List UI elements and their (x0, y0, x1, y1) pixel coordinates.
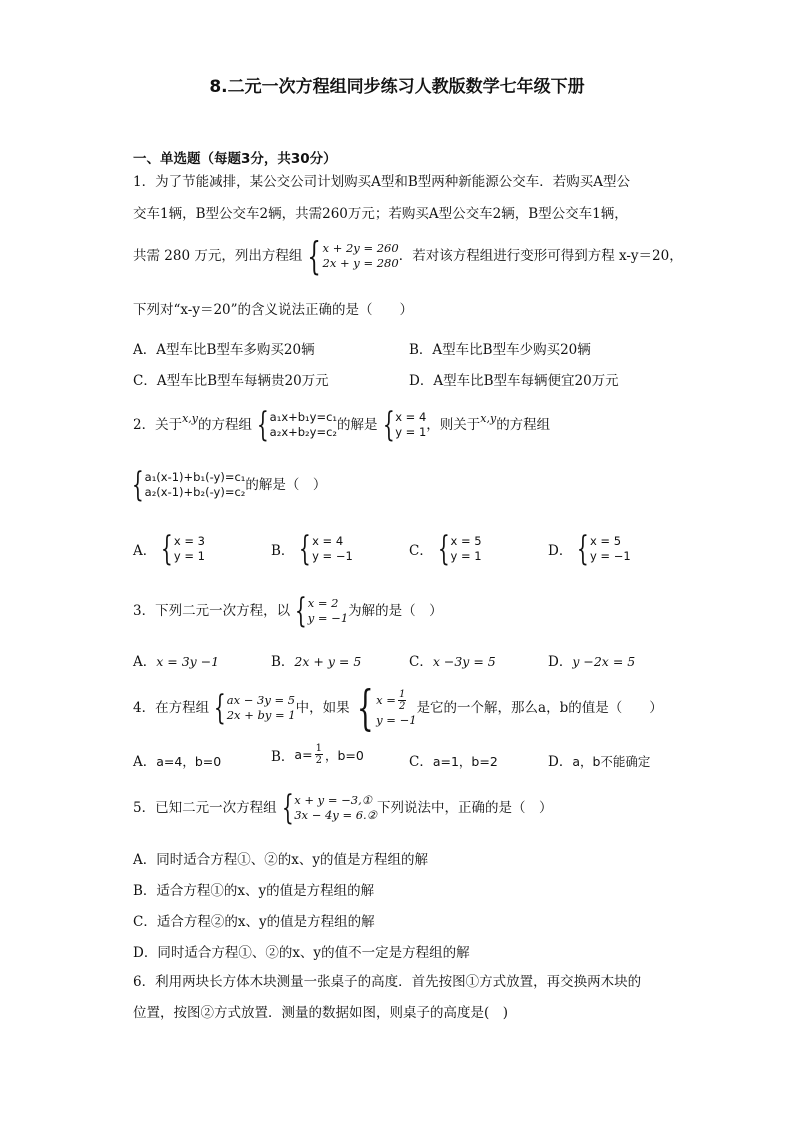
q5-line (133, 788, 553, 828)
q2-line1 (133, 405, 551, 445)
q1-option-d[interactable]: D．A型车比B型车每辆便宜20万元 (409, 373, 619, 389)
q1-line1: 1．为了节能减排，某公交公司计划购买A型和B型两种新能源公交车．若购买A型公 (133, 174, 631, 190)
q3-option-a[interactable]: A．x = 3y −1 (133, 654, 220, 670)
q2-mid1: 的方程组 (198, 417, 253, 433)
q2-sys1-row2: a₂x+b₂y=c₂ (269, 425, 338, 439)
q4-eq1: ax − 3y = 5 (226, 693, 296, 707)
q2-option-b[interactable]: B． { x = 4 y = −1 (271, 529, 353, 569)
q1-option-a[interactable]: A．A型车比B型车多购买20辆 (133, 342, 315, 358)
q1-equation-system: { x + 2y = 260 2x + y = 280 (307, 234, 399, 278)
q5-option-a[interactable]: A．同时适合方程①、②的x、y的值是方程组的解 (133, 852, 428, 868)
q4-pre: 4．在方程组 (133, 700, 210, 716)
q4-line (133, 680, 663, 736)
section-heading: 一、单选题（每题3分，共30分） (133, 151, 337, 167)
q2-mid3: ，则关于 (426, 417, 481, 433)
q4-option-c[interactable]: C．a=1，b=2 (409, 754, 498, 770)
q4-solution: { x = $\frac{1}{2}$ y = −1 (356, 680, 417, 736)
q2-system1: { a₁x+b₁y=c₁ a₂x+b₂y=c₂ (256, 405, 338, 445)
q4-mid: 中，如果 (295, 700, 350, 716)
q2-system2: { a₁(x-1)+b₁(-y)=c₁ a₂(x-1)+b₂(-y)=c₂ (131, 465, 246, 505)
q2-mid4: 的方程组 (496, 417, 551, 433)
q4-option-b[interactable]: B． a= $\frac{1}{2}$ ，b=0 (271, 743, 364, 766)
q4-option-a[interactable]: A．a=4，b=0 (133, 754, 222, 770)
q1-option-b[interactable]: B．A型车比B型车少购买20辆 (409, 342, 591, 358)
q1-eq2: 2x + y = 280 (322, 256, 399, 270)
q3-solution: { x = 2 y = −1 (294, 591, 349, 631)
q5-pre: 5．已知二元一次方程组 (133, 800, 277, 816)
q3-sol-y: y = −1 (307, 611, 349, 625)
q4-post: 是它的一个解，那么a，b的值是（ ） (416, 700, 663, 716)
q6-line2: 位置，按图②方式放置．测量的数据如图，则桌子的高度是( ) (133, 1005, 509, 1021)
q2-option-d[interactable]: D． { x = 5 y = −1 (548, 529, 631, 569)
q1-line3-pre: 共需 280 万元，列出方程组 (133, 248, 303, 264)
q3-pre: 3．下列二元一次方程，以 (133, 603, 291, 619)
q6-line1: 6．利用两块长方体木块测量一张桌子的高度．首先按图①方式放置，再交换两木块的 (133, 974, 642, 990)
q3-option-d[interactable]: D．y −2x = 5 (548, 654, 636, 670)
q2-sol-x: x = 4 (395, 410, 427, 424)
q5-option-c[interactable]: C．适合方程②的x、y的值是方程组的解 (133, 914, 375, 930)
q1-line4: 下列对“x-y＝20”的含义说法正确的是（ ） (133, 302, 414, 318)
q4-eq2: 2x + by = 1 (226, 708, 296, 722)
q1-line2: 交车1辆，B型公交车2辆，共需260万元；若购买A型公交车2辆，B型公交车1辆， (133, 206, 628, 222)
q2-vars: x,y (182, 412, 199, 425)
q2-post: 的解是（ ） (245, 477, 327, 493)
q5-post: 下列说法中，正确的是（ ） (377, 800, 553, 816)
q4-sol-y: y = −1 (376, 712, 417, 727)
q1-line3 (133, 234, 683, 278)
q2-sys1-row1: a₁x+b₁y=c₁ (269, 410, 338, 424)
q2-line2 (131, 465, 327, 505)
q2-sys2-row2: a₂(x-1)+b₂(-y)=c₂ (144, 485, 246, 499)
q5-option-b[interactable]: B．适合方程①的x、y的值是方程组的解 (133, 883, 375, 899)
q5-option-d[interactable]: D．同时适合方程①、②的x、y的值不一定是方程组的解 (133, 945, 470, 961)
q3-post: 为解的是（ ） (348, 603, 443, 619)
q1-option-c[interactable]: C．A型车比B型车每辆贵20万元 (133, 373, 329, 389)
q5-eq1: x + y = −3,① (294, 793, 373, 807)
q2-sol-y: y = 1 (395, 425, 427, 439)
q3-line (133, 591, 443, 631)
q2-solution: { x = 4 y = 1 (382, 405, 427, 445)
q2-option-a[interactable]: A． { x = 3 y = 1 (133, 529, 205, 569)
q3-option-b[interactable]: B．2x + y = 5 (271, 654, 362, 670)
q2-sys2-row1: a₁(x-1)+b₁(-y)=c₁ (144, 470, 246, 484)
page-title: 8.二元一次方程组同步练习人教版数学七年级下册 (209, 77, 585, 97)
q3-sol-x: x = 2 (307, 596, 339, 610)
q2-vars2: x,y (480, 412, 497, 425)
q4-option-d[interactable]: D．a，b不能确定 (548, 754, 651, 770)
q4-system: { ax − 3y = 5 2x + by = 1 (213, 688, 296, 728)
q1-eq1: x + 2y = 260 (322, 241, 399, 255)
q2-option-c[interactable]: C． { x = 5 y = 1 (409, 529, 482, 569)
q2-pre: 2．关于 (133, 417, 183, 433)
q1-line3-post: ．若对该方程组进行变形可得到方程 x-y＝20， (398, 248, 683, 264)
q5-system: { x + y = −3,① 3x − 4y = 6.② (281, 788, 378, 828)
q2-mid2: 的解是 (337, 417, 378, 433)
q5-eq2: 3x − 4y = 6.② (294, 808, 378, 822)
q3-option-c[interactable]: C．x −3y = 5 (409, 654, 496, 670)
